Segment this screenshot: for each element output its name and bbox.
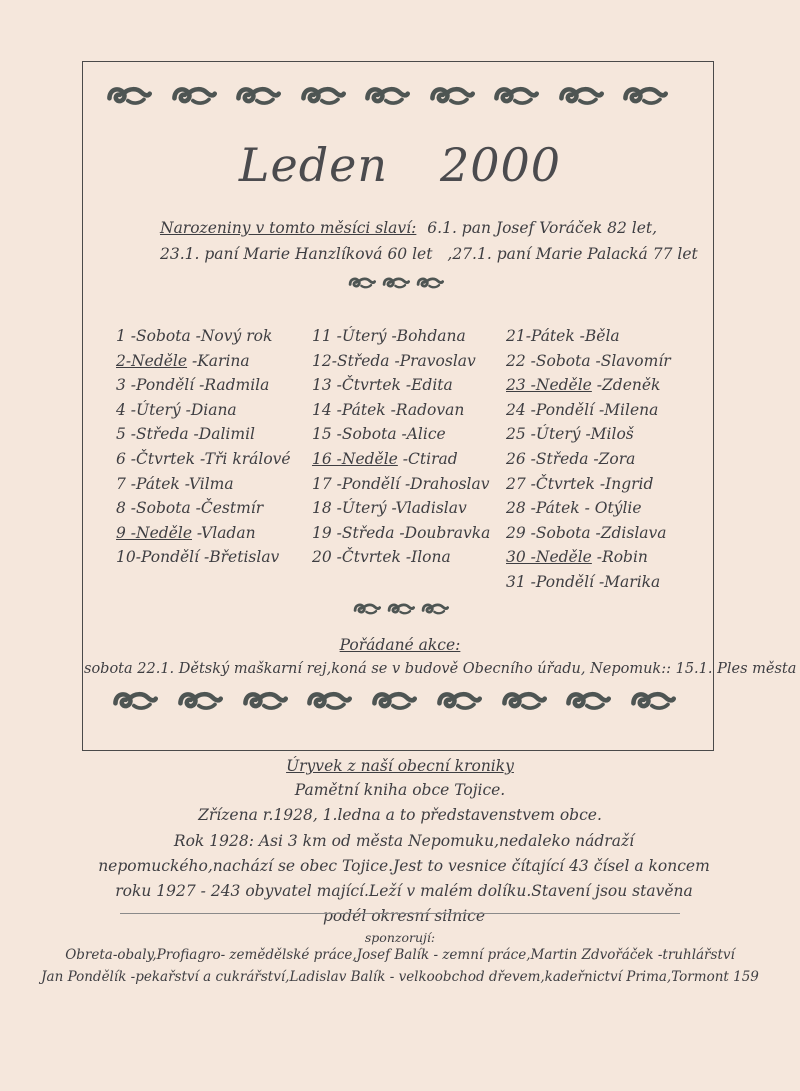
scroll-ornament-icon — [306, 688, 352, 714]
calendar-day-text: 11 -Úterý -Bohdana — [312, 327, 466, 345]
calendar-day — [312, 545, 490, 570]
scroll-ornament-icon — [242, 688, 288, 714]
birthday-entry-1: 6.1. pan Josef Voráček 82 let, — [427, 219, 658, 237]
scroll-ornament-icon — [387, 601, 415, 617]
scroll-ornament-icon — [429, 83, 475, 109]
scroll-ornament-icon — [630, 688, 676, 714]
scroll-ornament-icon — [235, 83, 281, 109]
title-year: 2000 — [440, 138, 562, 192]
calendar-column-3 — [506, 324, 671, 595]
calendar-day — [116, 324, 291, 349]
calendar-day-text: 13 -Čtvrtek -Edita — [312, 376, 453, 395]
calendar-day — [116, 373, 291, 398]
calendar-day — [506, 496, 671, 521]
calendar-day-sunday: 9 -Neděle — [116, 523, 192, 542]
calendar-day — [116, 545, 291, 570]
scroll-ornament-icon — [416, 275, 444, 291]
birthdays-line-1 — [160, 219, 657, 237]
calendar-day-text: 7 -Pátek -Vilma — [116, 474, 234, 493]
calendar-day — [116, 496, 291, 521]
calendar-day — [312, 472, 490, 497]
birthdays-line-2 — [160, 245, 698, 263]
chronicle-text: Rok 1928: Asi 3 km od města Nepomuku,nedaleko nádraží nepomuckého,nachází se obec Tojice.Jest to vesnice čítající 43 čísel a koncem roku 1927 - 243 obyvatel mající.Leží v malém dolíku.Stavení jsou stavěna podél okresní silnice — [98, 832, 710, 925]
scroll-ornament-icon — [112, 688, 158, 714]
calendar-nameday: -Robin — [591, 548, 648, 567]
scroll-ornament-icon — [382, 275, 410, 291]
calendar-day — [312, 373, 490, 398]
calendar-day-text: 3 -Pondělí -Radmila — [116, 376, 270, 395]
scroll-ornament-icon — [436, 688, 482, 714]
sponsors-line-1: Obreta-obaly,Profiagro- zemědělské práce,Josef Balík - zemní práce,Martin Zdvořáček -truhlářství — [65, 947, 735, 963]
calendar-day-text: 31 -Pondělí -Marika — [506, 572, 661, 591]
calendar-day-text: 6 -Čtvrtek -Tři králové — [116, 449, 291, 468]
chronicle-heading: Úryvek z naší obecní kroniky — [286, 757, 514, 775]
calendar-day — [312, 324, 490, 349]
sponsors-line-2: Jan Pondělík -pekařství a cukrářství,Ladislav Balík - velkoobchod dřevem,kadeřnictví Prima,Tormont 159 — [41, 969, 759, 985]
calendar-day — [116, 447, 291, 472]
calendar-day — [506, 447, 671, 472]
scroll-ornament-icon — [371, 688, 417, 714]
calendar-day — [506, 373, 671, 398]
calendar-day — [312, 349, 490, 374]
scroll-ornament-icon — [622, 83, 668, 109]
calendar-day — [116, 422, 291, 447]
calendar-day-text: 28 -Pátek - Otýlie — [506, 499, 642, 518]
calendar-day — [312, 496, 490, 521]
scroll-ornament-icon — [106, 83, 152, 109]
calendar-day-sunday: 2-Neděle — [116, 351, 188, 370]
top-ornament-row — [106, 83, 668, 109]
events-line: sobota 22.1. Dětský maškarní rej,koná se v budově Obecního úřadu, Nepomuk:: 15.1. Ples města — [84, 661, 797, 677]
divider-ornament-row — [348, 275, 444, 291]
calendar-day — [506, 545, 671, 570]
scroll-ornament-icon — [300, 83, 346, 109]
calendar-day — [506, 422, 671, 447]
birthday-entry-2: 23.1. paní Marie Hanzlíková 60 let — [160, 245, 433, 263]
calendar-day — [506, 398, 671, 423]
calendar-day-text: 15 -Sobota -Alice — [312, 425, 446, 444]
calendar-day — [506, 521, 671, 546]
scroll-ornament-icon — [493, 83, 539, 109]
calendar-day-text: 26 -Středa -Zora — [506, 449, 636, 468]
calendar-day-sunday: 23 -Neděle — [506, 376, 592, 395]
calendar-day-text: 24 -Pondělí -Milena — [506, 400, 659, 419]
calendar-day-text: 14 -Pátek -Radovan — [312, 400, 465, 419]
calendar-nameday: -Karina — [187, 351, 250, 370]
scroll-ornament-icon — [501, 688, 547, 714]
chronicle-heading-wrap — [0, 757, 800, 775]
chronicle-subtitle: Pamětní kniha obce Tojice. — [294, 781, 506, 799]
calendar-day — [506, 570, 671, 595]
scroll-ornament-icon — [353, 601, 381, 617]
calendar-day — [312, 521, 490, 546]
scroll-ornament-icon — [421, 601, 449, 617]
calendar-day-text: 22 -Sobota -Slavomír — [506, 351, 671, 370]
calendar-day — [506, 324, 671, 349]
calendar-day — [116, 398, 291, 423]
scroll-ornament-icon — [565, 688, 611, 714]
calendar-day — [506, 472, 671, 497]
calendar-nameday: -Ctirad — [397, 449, 458, 468]
calendar-day — [116, 472, 291, 497]
calendar-day — [506, 349, 671, 374]
calendar-day — [312, 447, 490, 472]
chronicle-founded: Zřízena r.1928, 1.ledna a to představenstvem obce. — [198, 806, 602, 824]
bottom-ornament-row — [112, 688, 676, 714]
scroll-ornament-icon — [558, 83, 604, 109]
events-heading-wrap — [0, 636, 800, 654]
events-heading: Pořádané akce: — [339, 636, 461, 654]
scroll-ornament-icon — [348, 275, 376, 291]
calendar-day-text: 17 -Pondělí -Drahoslav — [312, 474, 490, 493]
title-month: Leden — [238, 138, 388, 192]
calendar-day-sunday: 16 -Neděle — [312, 449, 398, 468]
page-title — [0, 138, 800, 192]
divider-ornament-row-2 — [353, 601, 449, 617]
calendar-day-text: 21-Pátek -Běla — [506, 327, 620, 345]
birthdays-heading: Narozeniny v tomto měsíci slaví: — [160, 219, 417, 237]
calendar-day-text: 1 -Sobota -Nový rok — [116, 327, 273, 345]
calendar-column-2 — [312, 324, 490, 570]
scroll-ornament-icon — [171, 83, 217, 109]
calendar-day-text: 5 -Středa -Dalimil — [116, 425, 255, 444]
calendar-day — [312, 422, 490, 447]
calendar-day — [116, 521, 291, 546]
calendar-column-1 — [116, 324, 291, 570]
calendar-day-text: 12-Středa -Pravoslav — [312, 351, 476, 370]
calendar-day-text: 19 -Středa -Doubravka — [312, 523, 491, 542]
calendar-day-text: 20 -Čtvrtek -Ilona — [312, 548, 451, 567]
calendar-day-text: 10-Pondělí -Břetislav — [116, 548, 280, 567]
scroll-ornament-icon — [177, 688, 223, 714]
calendar-day-text: 25 -Úterý -Miloš — [506, 425, 634, 444]
scroll-ornament-icon — [364, 83, 410, 109]
divider-line — [120, 913, 680, 914]
calendar-day-text: 29 -Sobota -Zdislava — [506, 523, 667, 542]
birthday-entry-3: ,27.1. paní Marie Palacká 77 let — [447, 245, 698, 263]
calendar-day-text: 4 -Úterý -Diana — [116, 400, 237, 419]
calendar-day — [116, 349, 291, 374]
calendar-day-text: 8 -Sobota -Čestmír — [116, 499, 264, 518]
calendar-nameday: -Vladan — [192, 523, 256, 542]
sponsors-heading: sponzorují: — [364, 930, 436, 945]
calendar-day — [312, 398, 490, 423]
calendar-day-text: 18 -Úterý -Vladislav — [312, 499, 467, 518]
calendar-day-text: 27 -Čtvrtek -Ingrid — [506, 474, 654, 493]
calendar-nameday: -Zdeněk — [591, 376, 661, 395]
calendar-day-sunday: 30 -Neděle — [506, 548, 592, 567]
